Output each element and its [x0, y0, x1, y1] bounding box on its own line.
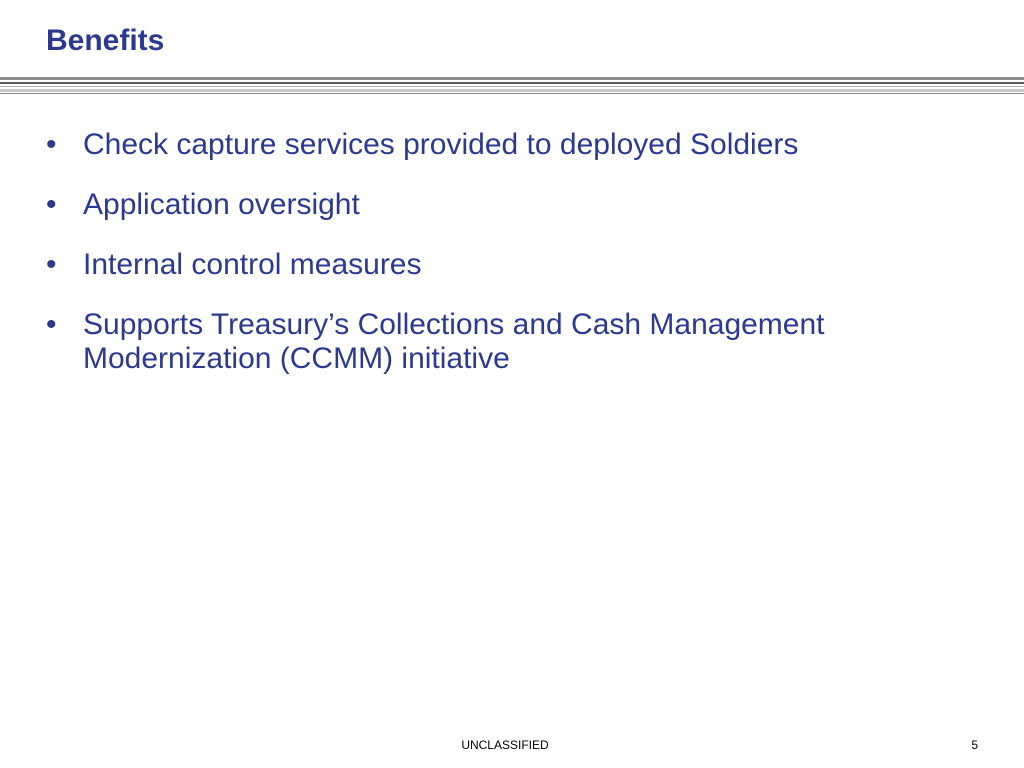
bullet-text: Supports Treasury’s Collections and Cash Management Modernization (CCMM) initiative	[83, 308, 825, 375]
bullet-item	[46, 248, 986, 282]
bullet-icon: •	[46, 248, 57, 281]
bullet-icon: •	[46, 188, 57, 221]
title-divider-line	[0, 82, 1024, 84]
slide-title: Benefits	[46, 24, 165, 57]
page-number: 5	[971, 738, 978, 752]
bullet-item	[46, 308, 986, 376]
title-divider-line	[0, 77, 1024, 80]
bullet-icon: •	[46, 308, 57, 341]
bullet-item	[46, 128, 986, 162]
title-divider-line	[0, 89, 1024, 92]
bullet-text: Internal control measures	[83, 248, 422, 281]
classification-label: UNCLASSIFIED	[461, 738, 549, 752]
title-divider-line	[0, 93, 1024, 94]
bullet-item	[46, 188, 986, 222]
bullet-icon: •	[46, 128, 57, 161]
bullet-text: Check capture services provided to deployed Soldiers	[83, 128, 799, 161]
bullet-text: Application oversight	[83, 188, 360, 221]
bullet-list	[46, 128, 986, 402]
title-divider-line	[0, 86, 1024, 87]
